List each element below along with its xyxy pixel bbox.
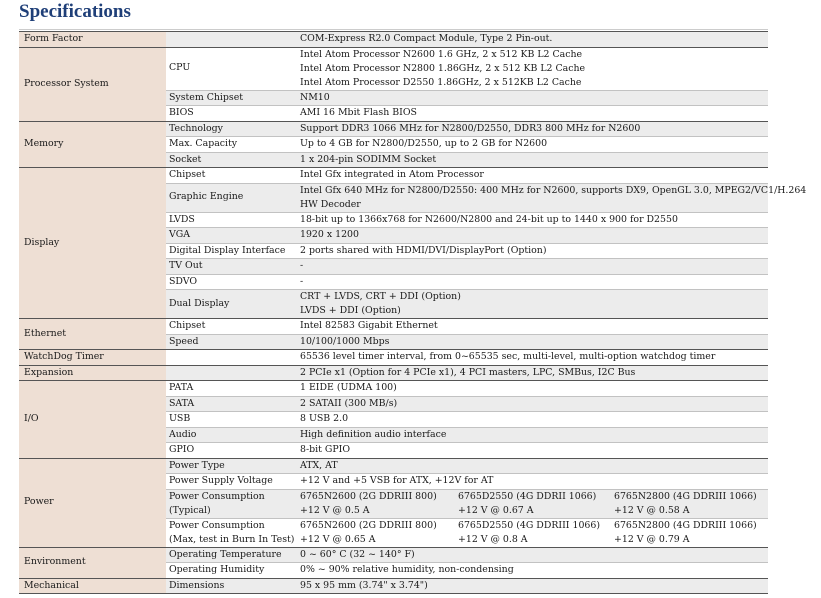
spec-row-watchdog: [19, 350, 768, 366]
label-pata: PATA: [166, 381, 300, 397]
value-sdvo: -: [300, 274, 768, 290]
spec-row-form-factor: [19, 32, 768, 48]
label-ethernet-speed: Speed: [166, 334, 300, 350]
spec-row-display-chipset: [19, 168, 768, 184]
value-tv-out: -: [300, 259, 768, 275]
cpu-line-2: Intel Atom Processor N2800 1.86GHz, 2 x 512 KB L2 Cache: [300, 62, 586, 74]
value-socket: 1 x 204-pin SODIMM Socket: [300, 152, 768, 168]
spec-table-wrapper: [19, 31, 807, 594]
category-environment: Environment: [19, 547, 166, 578]
label-operating-humidity: Operating Humidity: [166, 563, 300, 579]
value-form-factor: COM-Express R2.0 Compact Module, Type 2 Pin-out.: [300, 32, 768, 48]
spec-row-cpu: [19, 47, 768, 90]
label-display-chipset: Chipset: [166, 168, 300, 184]
label-usb: USB: [166, 412, 300, 428]
value-sata: 2 SATAII (300 MB/s): [300, 396, 768, 412]
typical-n2600-current: +12 V @ 0.5 A: [300, 504, 370, 516]
label-power-voltage: Power Supply Voltage: [166, 474, 300, 490]
dual-display-line-2: LVDS + DDI (Option): [300, 305, 401, 316]
value-power-max-n2600: [300, 518, 458, 547]
value-pata: 1 EIDE (UDMA 100): [300, 381, 768, 397]
category-processor: Processor System: [19, 47, 166, 121]
label-bios: BIOS: [166, 106, 300, 122]
typical-n2800-model: 6765N2800 (4G DDRIII 1066): [614, 490, 757, 502]
value-dual-display: [300, 290, 768, 319]
power-max-label-1: Power Consumption: [169, 519, 265, 531]
value-power-voltage: +12 V and +5 VSB for ATX, +12V for AT: [300, 474, 768, 490]
value-power-typical-n2800: [614, 489, 768, 518]
label-vga: VGA: [166, 228, 300, 244]
value-memory-technology: Support DDR3 1066 MHz for N2800/D2550, DDR3 800 MHz for N2600: [300, 121, 768, 137]
spec-row-expansion: [19, 365, 768, 381]
label-graphic-engine: Graphic Engine: [166, 183, 300, 212]
label-ddi: Digital Display Interface: [166, 243, 300, 259]
typical-d2550-current: +12 V @ 0.67 A: [458, 504, 534, 516]
spec-row-ethernet-chipset: [19, 319, 768, 335]
label-memory-technology: Technology: [166, 121, 300, 137]
max-n2600-model: 6765N2600 (2G DDRIII 800): [300, 519, 437, 531]
value-power-typical-d2550: [458, 489, 614, 518]
spec-row-operating-temperature: [19, 547, 768, 563]
category-mechanical: Mechanical: [19, 578, 166, 594]
value-power-typical-n2600: [300, 489, 458, 518]
max-n2600-current: +12 V @ 0.65 A: [300, 533, 376, 545]
graphic-engine-line-2: HW Decoder: [300, 198, 361, 210]
category-watchdog: WatchDog Timer: [19, 350, 166, 366]
value-power-max-d2550: [458, 518, 614, 547]
value-max-capacity: Up to 4 GB for N2800/D2550, up to 2 GB for N2600: [300, 137, 768, 153]
value-operating-humidity: 0% ~ 90% relative humidity, non-condensing: [300, 563, 768, 579]
value-display-chipset: Intel Gfx integrated in Atom Processor: [300, 168, 768, 184]
value-graphic-engine: [300, 183, 807, 212]
value-vga: 1920 x 1200: [300, 228, 768, 244]
value-ethernet-chipset: Intel 82583 Gigabit Ethernet: [300, 319, 768, 335]
cpu-line-1: Intel Atom Processor N2600 1.6 GHz, 2 x 512 KB L2 Cache: [300, 48, 583, 60]
page-title: Specifications: [19, 1, 131, 22]
label-system-chipset: System Chipset: [166, 90, 300, 106]
value-ethernet-speed: 10/100/1000 Mbps: [300, 334, 768, 350]
label-power-typical: [166, 489, 300, 518]
cpu-line-3: Intel Atom Processor D2550 1.86GHz, 2 x 512KB L2 Cache: [300, 76, 582, 88]
label-power-max: [166, 518, 300, 547]
spec-row-pata: [19, 381, 768, 397]
max-n2800-current: +12 V @ 0.79 A: [614, 533, 690, 545]
category-ethernet: Ethernet: [19, 319, 166, 350]
value-lvds: 18-bit up to 1366x768 for N2600/N2800 and 24-bit up to 1440 x 900 for D2550: [300, 212, 768, 228]
label-ethernet-chipset: Chipset: [166, 319, 300, 335]
label-lvds: LVDS: [166, 212, 300, 228]
max-d2550-current: +12 V @ 0.8 A: [458, 533, 528, 545]
value-dimensions: 95 x 95 mm (3.74" x 3.74"): [300, 578, 768, 594]
spec-row-memory-technology: [19, 121, 768, 137]
label-audio: Audio: [166, 427, 300, 443]
label-dual-display: Dual Display: [166, 290, 300, 319]
category-power: Power: [19, 458, 166, 547]
category-memory: Memory: [19, 121, 166, 168]
value-watchdog: 65536 level timer interval, from 0~65535 sec, multi-level, multi-option watchdog timer: [300, 350, 768, 366]
category-io: I/O: [19, 381, 166, 459]
spec-row-power-type: [19, 458, 768, 474]
spec-row-dimensions: [19, 578, 768, 594]
label-operating-temperature: Operating Temperature: [166, 547, 300, 563]
power-typical-label-2: (Typical): [169, 504, 211, 516]
typical-n2800-current: +12 V @ 0.58 A: [614, 504, 690, 516]
label-cpu: CPU: [166, 47, 300, 90]
power-max-label-2: (Max, test in Burn In Test): [169, 533, 295, 545]
label-dimensions: Dimensions: [166, 578, 300, 594]
value-expansion: 2 PCIe x1 (Option for 4 PCIe x1), 4 PCI masters, LPC, SMBus, I2C Bus: [300, 365, 768, 381]
category-form-factor: Form Factor: [19, 32, 166, 48]
value-system-chipset: NM10: [300, 90, 768, 106]
power-typical-label-1: Power Consumption: [169, 490, 265, 502]
spec-table: [19, 31, 807, 594]
typical-d2550-model: 6765D2550 (4G DDRII 1066): [458, 490, 597, 502]
value-gpio: 8-bit GPIO: [300, 443, 768, 459]
label-sdvo: SDVO: [166, 274, 300, 290]
label-gpio: GPIO: [166, 443, 300, 459]
value-cpu: [300, 47, 768, 90]
label-power-type: Power Type: [166, 458, 300, 474]
label-sata: SATA: [166, 396, 300, 412]
value-bios: AMI 16 Mbit Flash BIOS: [300, 106, 768, 122]
category-expansion: Expansion: [19, 365, 166, 381]
category-display: Display: [19, 168, 166, 319]
value-power-max-n2800: [614, 518, 768, 547]
value-power-type: ATX, AT: [300, 458, 768, 474]
value-usb: 8 USB 2.0: [300, 412, 768, 428]
label-max-capacity: Max. Capacity: [166, 137, 300, 153]
max-n2800-model: 6765N2800 (4G DDRIII 1066): [614, 519, 757, 531]
label-tv-out: TV Out: [166, 259, 300, 275]
value-operating-temperature: 0 ~ 60° C (32 ~ 140° F): [300, 547, 768, 563]
value-audio: High definition audio interface: [300, 427, 768, 443]
label-socket: Socket: [166, 152, 300, 168]
value-ddi: 2 ports shared with HDMI/DVI/DisplayPort (Option): [300, 243, 768, 259]
max-d2550-model: 6765D2550 (4G DDRIII 1066): [458, 519, 601, 531]
title-divider: [19, 29, 768, 30]
typical-n2600-model: 6765N2600 (2G DDRIII 800): [300, 490, 437, 502]
dual-display-line-1: CRT + LVDS, CRT + DDI (Option): [300, 291, 461, 302]
graphic-engine-line-1: Intel Gfx 640 MHz for N2800/D2550: 400 MHz for N2600, supports DX9, OpenGL 3.0, MPEG2/VC1/H.264: [300, 184, 807, 196]
